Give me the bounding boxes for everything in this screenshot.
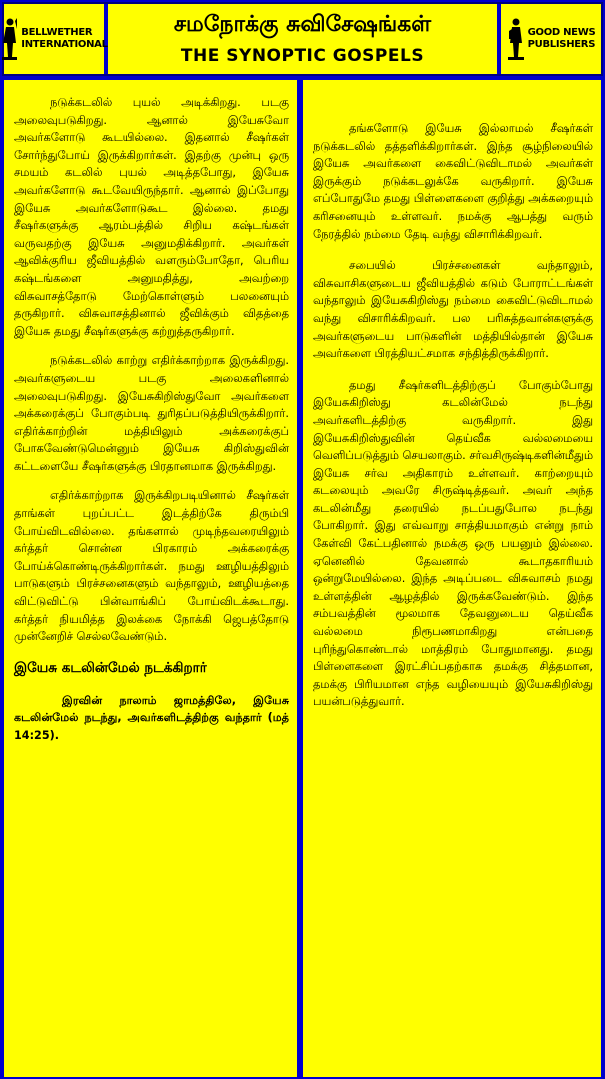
page-title-english: THE SYNOPTIC GOSPELS xyxy=(180,46,425,66)
bellwether-line2: INTERNATIONAL xyxy=(21,39,108,50)
right-paragraph-3: தமது சீஷர்களிடத்திற்குப் போகும்போது இயேசுகிறிஸ்து கடலின்மேல் நடந்து அவர்களிடத்திற்கு வருகிறார். இது இயேசுகிறிஸ்துவின் தெய்வீக வல்லமையை வெளிப்படுத்தும் செயலாகும். சர்வசிருஷ்டிகளின்மீதும் இயேசு சர்வ அதிகாரம் உள்ளவர். காற்றையும் கடலையும் அவரே சிருஷ்டித்தவர். அவர் அந்த கடலின்மீது தரையில் நடப்பதுபோல நடந்து போகிறார். இது எவ்வாறு சாத்தியமாகும் என்று நாம் கேள்வி கேட்பதினால் நமக்கு ஒரு பயனும் இல்லை. ஏனெனில் தேவனால் கூடாதகாரியம் ஒன்றுமேயில்லை. இந்த அடிப்படை விசுவாசம் நமது உள்ளத்தின் ஆழத்தில் இருக்கவேண்டும். இந்த சம்பவத்தின் மூலமாக தேவனுடைய தெய்வீக வல்லமை நிரூபணமாகிறது என்பதை புரிந்துகொண்டால் மாத்திரம் போதுமானது. தமது பிள்ளைகளை இரட்சிப்பதற்காக தமக்கு சித்தமான, தமக்கு பிரியமான எந்த வழியையும் இயேசுகிறிஸ்து பயன்படுத்துவார். xyxy=(313,377,593,709)
goodnews-figure-icon xyxy=(507,17,525,61)
right-paragraph-2: சபையில் பிரச்சனைகள் வந்தாலும், விசுவாசிகளுடைய ஜீவியத்தில் கடும் போராட்டங்கள் வந்தாலும் இயேசுகிறிஸ்து நம்மை கைவிட்டுவிடாமல் வந்து விசாரிக்கிறவர். பல பரிசுத்தவான்களுக்கு அவர்களுடைய பாடுகளின் மத்தியில்தான் இயேசு அவர்களை பிரத்தியட்சமாக சந்தித்திருக்கிறார். xyxy=(313,258,593,361)
left-paragraph-1: நடுக்கடலில் புயல் அடிக்கிறது. படகு அலைவுபடுகிறது. ஆனால் இயேசுவோ அவர்களோடு கூடயில்லை. இதனால் சீஷர்கள் சோர்ந்துபோய் இருக்கிறார்கள். இதற்கு முன்பு ஒரு சமயம் கடலில் புயல் அடித்தபோது, இயேசு அவர்களோடு கூடவேயிருந்தார். ஆனால் இப்போது இயேசு அவர்களோடுகூட இல்லை. தமது சீஷர்களுக்கு ஆரம்பத்தில் சிறிய கஷ்டங்கள் வருவதற்கு இயேசு அனுமதிக்கிறார். அவர்கள் ஆவிக்குரிய ஜீவியத்தில் வளரும்போதோ, பெரிய கஷ்டங்களை அனுமதித்து, அவற்றை விசுவாசத்தோடு மேற்கொள்ளும் பலனையும் தருகிறார். விசுவாசத்தினால் ஜீவிக்கும் விதத்தை இயேசு தமது சீஷர்களுக்கு கற்றுத்தருகிறார். xyxy=(14,95,289,338)
page-title-tamil: சமநோக்கு சுவிசேஷங்கள் xyxy=(173,12,432,37)
left-paragraph-3: எதிர்க்காற்றாக இருக்கிறபடியினால் சீஷர்கள் தாங்கள் புறப்பட்ட இடத்திற்கே திரும்பி போய்விடவில்லை. தங்களால் முடிந்தவரையிலும் கர்த்தர் சொன்ன பிரகாரம் அக்கரைக்கு போய்க்கொண்டிருக்கிறார்கள். நமது ஊழியத்திலும் பாடுகளும் பிரச்சனைகளும் வந்தாலும், ஊழியத்தை விட்டுவிட்டு பின்வாங்கிப் போய்விடக்கூடாது. கர்த்தர் நியமித்த இலக்கை நோக்கி ஜெபத்தோடு முன்னேறிச் செல்லவேண்டும். xyxy=(14,488,289,644)
bellwether-line1: BELLWETHER xyxy=(21,27,93,38)
left-column xyxy=(4,80,297,1077)
left-paragraph-2: நடுக்கடலில் காற்று எதிர்க்காற்றாக இருக்கிறது. அவர்களுடைய படகு அலைகளினால் அலைவுபடுகிறது. இயேசுகிறிஸ்துவோ அவர்களை அக்கரைக்குப் போகும்படி துரிதப்படுத்தியிருக்கிறார். எதிர்க்காற்றின் மத்தியிலும் அக்கரைக்குப் போகவேண்டுமென்னும் இயேசு கிறிஸ்துவின் கட்டளையே சீஷர்களுக்கு பிரதானமாக இருக்கிறது. xyxy=(14,353,289,473)
goodnews-line1: GOOD NEWS xyxy=(527,27,596,38)
goodnews-line2: PUBLISHERS xyxy=(527,39,596,50)
goodnews-logo xyxy=(497,4,601,74)
bellwether-logo xyxy=(4,4,108,74)
header-banner xyxy=(2,2,603,76)
section-heading: இயேசு கடலின்மேல் நடக்கிறார் xyxy=(14,659,207,676)
right-column xyxy=(303,80,601,1077)
scripture-verse: இரவின் நாலாம் ஜாமத்திலே, இயேசு கடலின்மேல் நடந்து, அவர்களிடத்திற்கு வந்தார் (மத் 14:25). xyxy=(14,693,289,742)
right-paragraph-1: தங்களோடு இயேசு இல்லாமல் சீஷர்கள் நடுக்கடலில் தத்தளிக்கிறார்கள். இந்த சூழ்நிலையில் இயேசு அவர்களை கைவிட்டுவிடாமல் அவர்கள் இருக்கும் நடுக்கடலுக்கே வருகிறார். இயேசு எப்போதுமே தமது பிள்ளைகளை குறித்து அக்கறையும் கரிசனையும் உள்ளவர். நமக்கு ஆபத்து வரும் நேரத்தில் நம்மை தேடி வந்து விசாரிக்கிறவர். xyxy=(313,121,593,241)
bellwether-figure-icon xyxy=(0,17,18,61)
title-block xyxy=(112,4,493,74)
